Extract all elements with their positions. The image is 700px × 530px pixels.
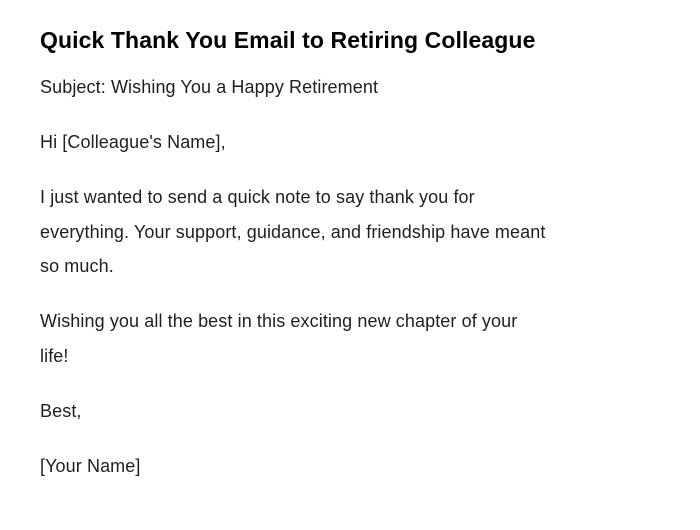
- body-text-line: I just wanted to send a quick note to say thank you for: [40, 187, 475, 207]
- body-text-line: so much.: [40, 256, 114, 276]
- email-body-paragraph-1: [40, 180, 660, 284]
- email-signature: [40, 449, 660, 484]
- body-text-line: Wishing you all the best in this exciting new chapter of your: [40, 311, 518, 331]
- email-subject: [40, 70, 660, 105]
- email-signoff: [40, 394, 660, 429]
- email-subject-line: Subject: Wishing You a Happy Retirement: [40, 77, 379, 97]
- email-signature-line: [Your Name]: [40, 455, 141, 476]
- email-greeting: [40, 125, 660, 160]
- body-text-line: everything. Your support, guidance, and friendship have meant: [40, 221, 546, 242]
- body-text-line: life!: [40, 345, 69, 366]
- email-greeting-line: Hi [Colleague's Name],: [40, 132, 226, 152]
- email-signoff-line: Best,: [40, 400, 82, 421]
- email-body-paragraph-2: [40, 304, 660, 373]
- page-title: Quick Thank You Email to Retiring Colleague: [40, 27, 536, 53]
